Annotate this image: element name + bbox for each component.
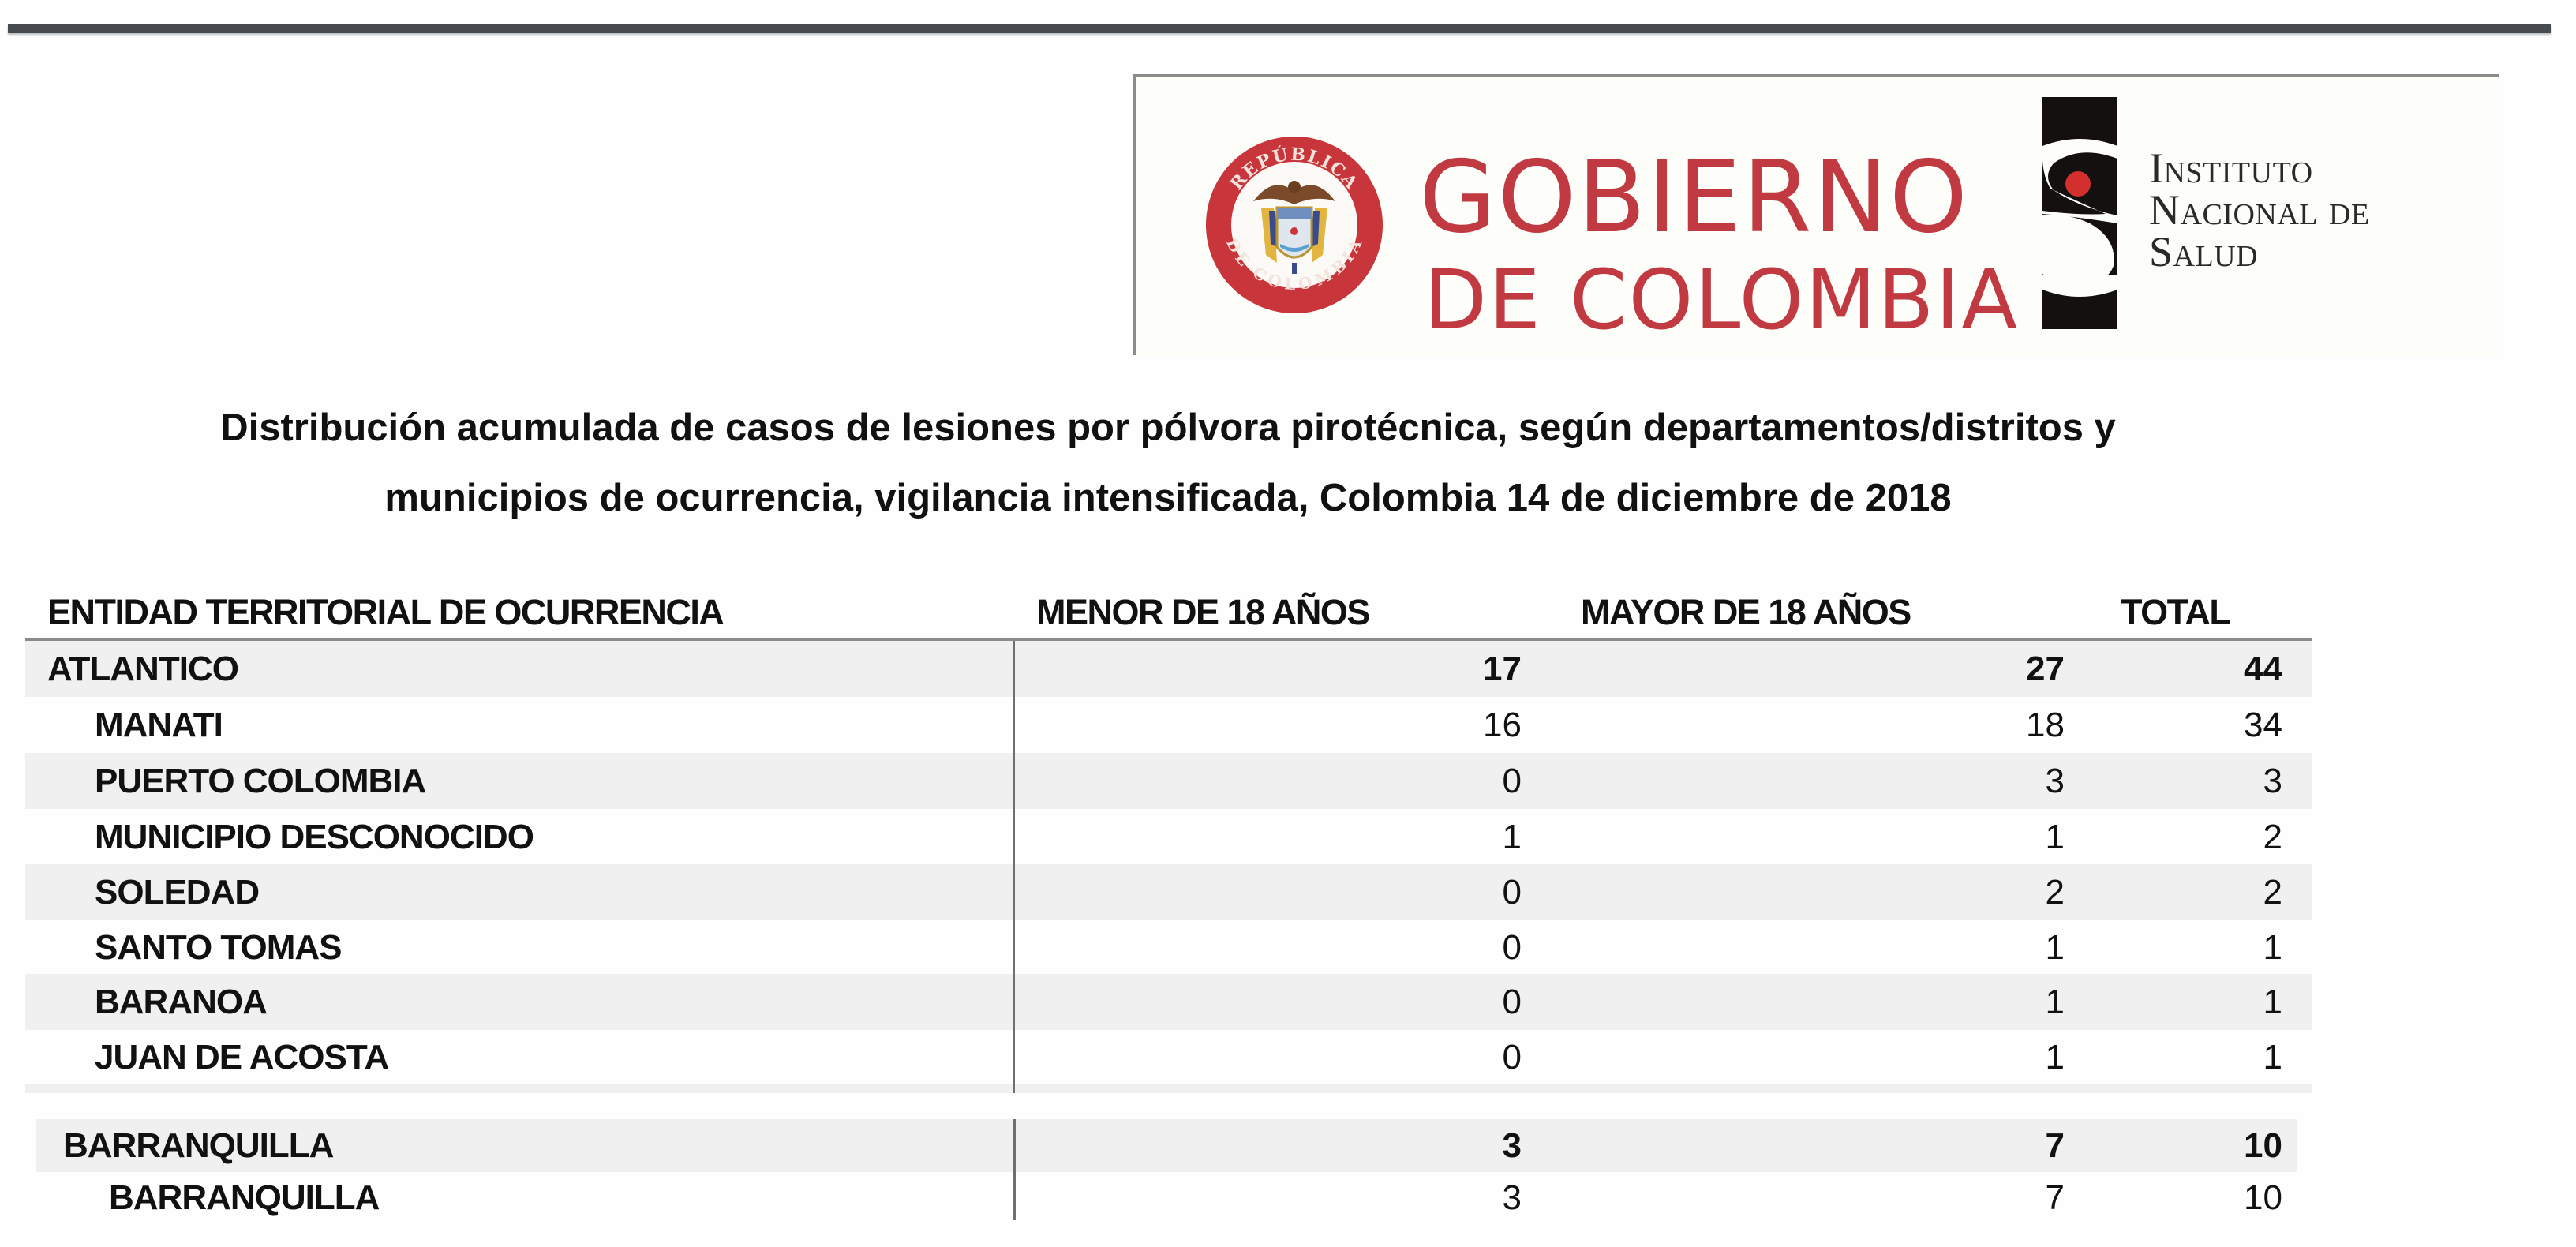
menor-value: 1 bbox=[1502, 818, 1522, 856]
total-value: 2 bbox=[2263, 873, 2282, 912]
total-value: 10 bbox=[2244, 1178, 2282, 1217]
municipality-name: JUAN DE ACOSTA bbox=[95, 1038, 389, 1077]
total-value: 10 bbox=[2244, 1126, 2282, 1165]
top-rule bbox=[8, 24, 2551, 33]
svg-text:DE COLOMBIA: DE COLOMBIA bbox=[1222, 234, 1367, 294]
mayor-value: 3 bbox=[2045, 762, 2065, 800]
total-value: 34 bbox=[2244, 706, 2282, 744]
mayor-value: 27 bbox=[2026, 650, 2065, 688]
table-row bbox=[25, 974, 2312, 1030]
total-value: 3 bbox=[2263, 762, 2282, 800]
municipality-name: SOLEDAD bbox=[95, 873, 260, 912]
gobierno-logo-line1: GOBIERNO bbox=[1419, 139, 1970, 255]
table-row-department bbox=[25, 641, 2312, 697]
table-row bbox=[25, 1029, 2312, 1085]
municipality-name: BARRANQUILLA bbox=[109, 1178, 380, 1217]
menor-value: 3 bbox=[1502, 1178, 1522, 1217]
total-value: 1 bbox=[2263, 983, 2282, 1021]
table-row bbox=[36, 1172, 2297, 1224]
report-title-line1: Distribución acumulada de casos de lesiones por pólvora pirotécnica, según departamentos/distritos y bbox=[220, 406, 2116, 449]
menor-value: 0 bbox=[1502, 873, 1522, 912]
svg-text:REPÚBLICA: REPÚBLICA bbox=[1226, 144, 1363, 194]
mayor-value: 1 bbox=[2045, 818, 2065, 856]
table-row bbox=[25, 809, 2312, 865]
table-row bbox=[25, 919, 2312, 976]
ins-logo-line2: Nacional de bbox=[2149, 186, 2370, 234]
column-header-mayor: MAYOR DE 18 AÑOS bbox=[1581, 592, 1911, 632]
mayor-value: 18 bbox=[2026, 706, 2065, 744]
table-end-band bbox=[25, 1084, 2312, 1093]
total-value: 44 bbox=[2244, 650, 2282, 688]
table-row-department bbox=[36, 1119, 2297, 1172]
municipality-name: MUNICIPIO DESCONOCIDO bbox=[95, 818, 534, 856]
mayor-value: 1 bbox=[2045, 928, 2065, 967]
table-row bbox=[25, 753, 2312, 809]
municipality-name: PUERTO COLOMBIA bbox=[95, 762, 426, 800]
mayor-value: 1 bbox=[2045, 983, 2065, 1021]
column-header-entidad: ENTIDAD TERRITORIAL DE OCURRENCIA bbox=[47, 592, 724, 632]
menor-value: 16 bbox=[1483, 706, 1522, 744]
municipality-name: MANATI bbox=[95, 706, 223, 744]
municipality-name: BARANOA bbox=[95, 983, 267, 1021]
column-divider bbox=[1013, 641, 1015, 1093]
ins-logo-icon bbox=[2042, 97, 2117, 329]
ins-logo-line1: Instituto bbox=[2149, 144, 2313, 192]
mayor-value: 7 bbox=[2045, 1178, 2065, 1217]
entity-name: ATLANTICO bbox=[47, 650, 238, 688]
menor-value: 0 bbox=[1502, 762, 1522, 800]
gobierno-logo-line2: DE COLOMBIA bbox=[1424, 252, 2020, 348]
total-value: 1 bbox=[2263, 928, 2282, 967]
entity-name: BARRANQUILLA bbox=[63, 1126, 334, 1165]
table-row bbox=[25, 697, 2312, 753]
column-header-menor: MENOR DE 18 AÑOS bbox=[1036, 592, 1369, 632]
mayor-value: 7 bbox=[2045, 1126, 2065, 1165]
total-value: 2 bbox=[2263, 818, 2282, 856]
menor-value: 0 bbox=[1502, 1038, 1522, 1077]
total-value: 1 bbox=[2263, 1038, 2282, 1077]
mayor-value: 2 bbox=[2045, 873, 2065, 912]
municipality-name: SANTO TOMAS bbox=[95, 928, 342, 967]
report-title-line2: municipios de ocurrencia, vigilancia intensificada, Colombia 14 de diciembre de 2018 bbox=[384, 477, 1952, 519]
ins-logo-line3: Salud bbox=[2149, 228, 2259, 275]
column-divider bbox=[1013, 1119, 1016, 1220]
menor-value: 17 bbox=[1483, 650, 1522, 688]
colombia-coat-of-arms-icon bbox=[1198, 129, 1391, 321]
mayor-value: 1 bbox=[2045, 1038, 2065, 1077]
menor-value: 0 bbox=[1502, 983, 1522, 1021]
menor-value: 3 bbox=[1502, 1126, 1522, 1165]
column-header-total: TOTAL bbox=[2121, 592, 2230, 632]
menor-value: 0 bbox=[1502, 928, 1522, 967]
table-row bbox=[25, 864, 2312, 920]
